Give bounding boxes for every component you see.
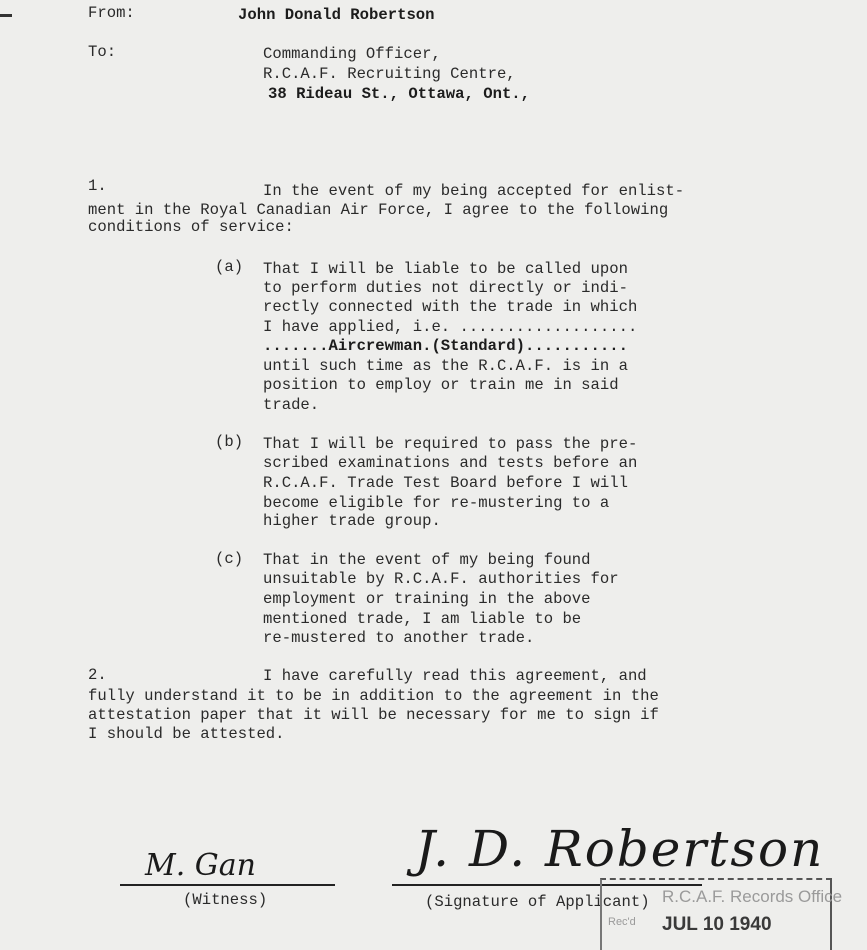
records-office-stamp [600, 878, 843, 950]
section-1-line: conditions of service: [88, 218, 294, 236]
item-a-line: position to employ or train me in said [263, 376, 619, 394]
witness-label: (Witness) [183, 891, 268, 909]
item-b-line: R.C.A.F. Trade Test Board before I will [263, 474, 628, 492]
item-c-line: That in the event of my being found [263, 551, 591, 569]
to-line: R.C.A.F. Recruiting Centre, [263, 65, 516, 83]
item-a-trade-line: .......Aircrewman.(Standard)........... [263, 337, 628, 355]
item-c-line: unsuitable by R.C.A.F. authorities for [263, 570, 619, 588]
item-b-line: become eligible for re-mustering to a [263, 494, 610, 512]
stamp-office: R.C.A.F. Records Office [662, 887, 843, 906]
item-a-line: rectly connected with the trade in which [263, 298, 638, 316]
item-a-line: until such time as the R.C.A.F. is in a [263, 357, 628, 375]
section-1-line: ment in the Royal Canadian Air Force, I agree to the following [88, 201, 669, 219]
item-b-label: (b) [215, 433, 244, 451]
section-2-number: 2. [88, 666, 107, 684]
item-a-line: trade. [263, 396, 320, 414]
to-line: Commanding Officer, [263, 45, 441, 63]
from-label: From: [88, 4, 135, 22]
item-c-line: mentioned trade, I am liable to be [263, 610, 582, 628]
applicant-label: (Signature of Applicant) [425, 893, 650, 911]
section-2-line: fully understand it to be in addition to the agreement in the [88, 687, 659, 705]
section-2-line: I should be attested. [88, 725, 285, 743]
item-c-label: (c) [215, 550, 244, 568]
item-c-line: employment or training in the above [263, 590, 591, 608]
item-b-line: That I will be required to pass the pre- [263, 435, 638, 453]
from-name: John Donald Robertson [238, 6, 435, 24]
applicant-signature: J. D. Robertson [415, 820, 825, 878]
item-c-line: re-mustered to another trade. [263, 629, 535, 647]
stamp-date: JUL 10 1940 [662, 914, 772, 935]
section-2-line: I have carefully read this agreement, and [263, 667, 647, 685]
section-1-line: In the event of my being accepted for enlist- [263, 182, 685, 200]
item-a-line: to perform duties not directly or indi- [263, 279, 628, 297]
witness-signature-line [120, 884, 335, 886]
item-a-label: (a) [215, 258, 244, 276]
section-2-line: attestation paper that it will be necessary for me to sign if [88, 706, 659, 724]
edge-mark [0, 14, 12, 17]
to-label: To: [88, 43, 117, 61]
witness-signature: M. Gan [145, 848, 256, 883]
item-a-line: I have applied, i.e. ................... [263, 318, 638, 336]
section-1-number: 1. [88, 177, 107, 195]
stamp-recd: Rec'd [608, 916, 636, 928]
item-a-line: That I will be liable to be called upon [263, 260, 628, 278]
item-b-line: higher trade group. [263, 512, 441, 530]
to-line: 38 Rideau St., Ottawa, Ont., [268, 85, 531, 103]
item-b-line: scribed examinations and tests before an [263, 454, 638, 472]
